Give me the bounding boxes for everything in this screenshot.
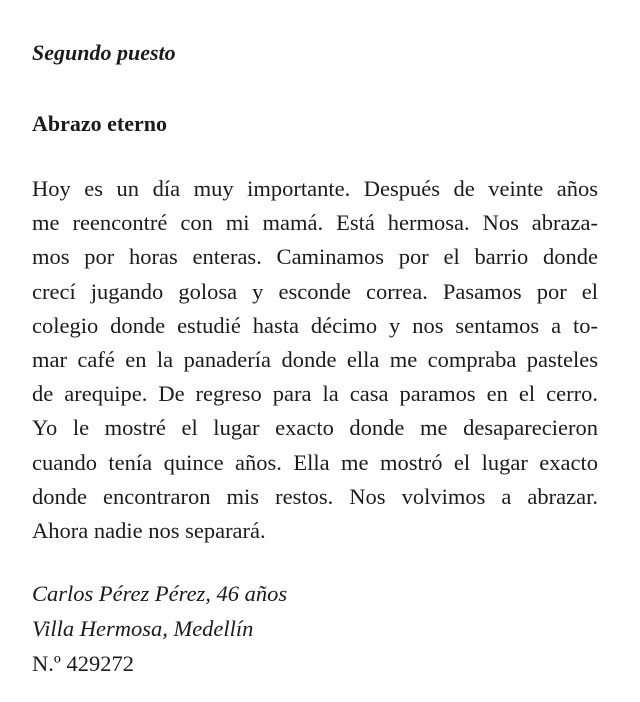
story-line: cuando tenía quince años. Ella me mostró el lugar exacto bbox=[32, 449, 598, 475]
prize-heading: Segundo puesto bbox=[32, 40, 176, 65]
story-body bbox=[32, 172, 598, 548]
story-line: crecí jugando golosa y esconde correa. Pasamos por el bbox=[32, 278, 598, 304]
story-line: me reencontré con mi mamá. Está hermosa. Nos abraza- bbox=[32, 210, 598, 236]
story-line: mos por horas enteras. Caminamos por el barrio donde bbox=[32, 244, 598, 270]
story-title: Abrazo eterno bbox=[32, 111, 168, 136]
story-line: Yo le mostré el lugar exacto donde me desaparecieron bbox=[32, 415, 598, 441]
entry-number: N.º 429272 bbox=[32, 651, 134, 676]
story-line: colegio donde estudié hasta décimo y nos sentamos a to- bbox=[32, 312, 598, 338]
story-line: donde encontraron mis restos. Nos volvimos a abrazar. bbox=[32, 483, 598, 509]
author-name-age: Carlos Pérez Pérez, 46 años bbox=[32, 581, 288, 606]
story-line: Hoy es un día muy importante. Después de veinte años bbox=[32, 176, 598, 201]
author-signature bbox=[32, 576, 287, 681]
story-line: mar café en la panadería donde ella me compraba pasteles bbox=[32, 346, 598, 372]
author-location: Villa Hermosa, Medellín bbox=[32, 616, 254, 641]
story-line: de arequipe. De regreso para la casa paramos en el cerro. bbox=[32, 381, 598, 407]
story-line: Ahora nadie nos separará. bbox=[32, 517, 266, 543]
